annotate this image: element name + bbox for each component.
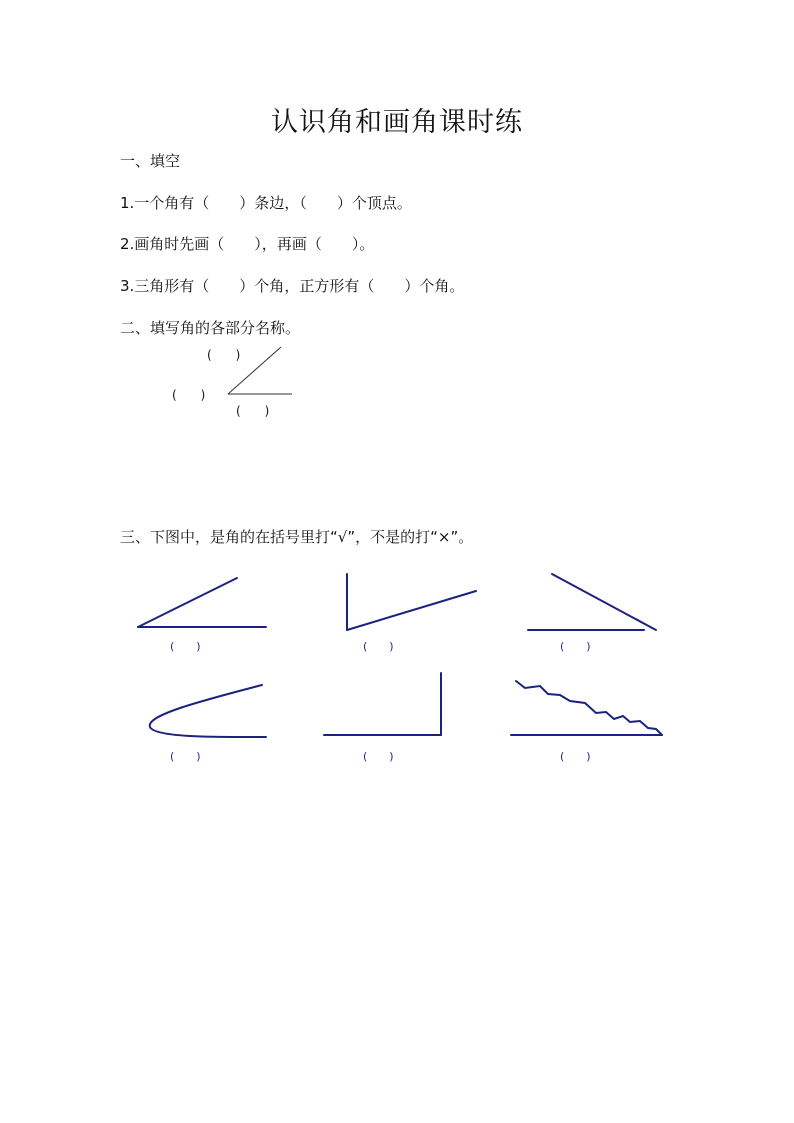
figure-4-answer-blank[interactable]: ( ) — [170, 750, 201, 763]
figure-2-answer-blank[interactable]: ( ) — [363, 640, 394, 653]
figure-6-answer-blank[interactable]: ( ) — [560, 750, 591, 763]
figure-5-answer-blank[interactable]: ( ) — [363, 750, 394, 763]
label-side-blank: ( ) — [207, 348, 241, 362]
label-vertex-blank: ( ) — [172, 388, 206, 402]
question-2: 2.画角时先画（ ），再画（ ）。 — [120, 235, 375, 253]
figure-2-angle — [347, 574, 476, 630]
figure-1-answer-blank[interactable]: ( ) — [170, 640, 201, 653]
section-1-heading: 一、填空 — [120, 152, 181, 170]
section-3-heading: 三、下图中，是角的在括号里打“√”，不是的打“×”。 — [120, 528, 474, 546]
question-3: 3.三角形有（ ）个角，正方形有（ ）个角。 — [120, 277, 465, 295]
figure-1-acute-angle — [138, 578, 266, 627]
figure-6-jagged-shape — [511, 681, 662, 735]
figure-5-right-angle — [324, 673, 441, 735]
figure-3-open-lines — [528, 574, 656, 630]
section-2-heading: 二、填写角的各部分名称。 — [120, 319, 301, 337]
question-1: 1.一个角有（ ）条边，（ ）个顶点。 — [120, 194, 412, 212]
figure-3-answer-blank[interactable]: ( ) — [560, 640, 591, 653]
figure-4-curved-shape — [150, 685, 266, 737]
label-bottom-side-blank: ( ) — [236, 404, 270, 418]
page-title: 认识角和画角课时练 — [271, 107, 523, 138]
